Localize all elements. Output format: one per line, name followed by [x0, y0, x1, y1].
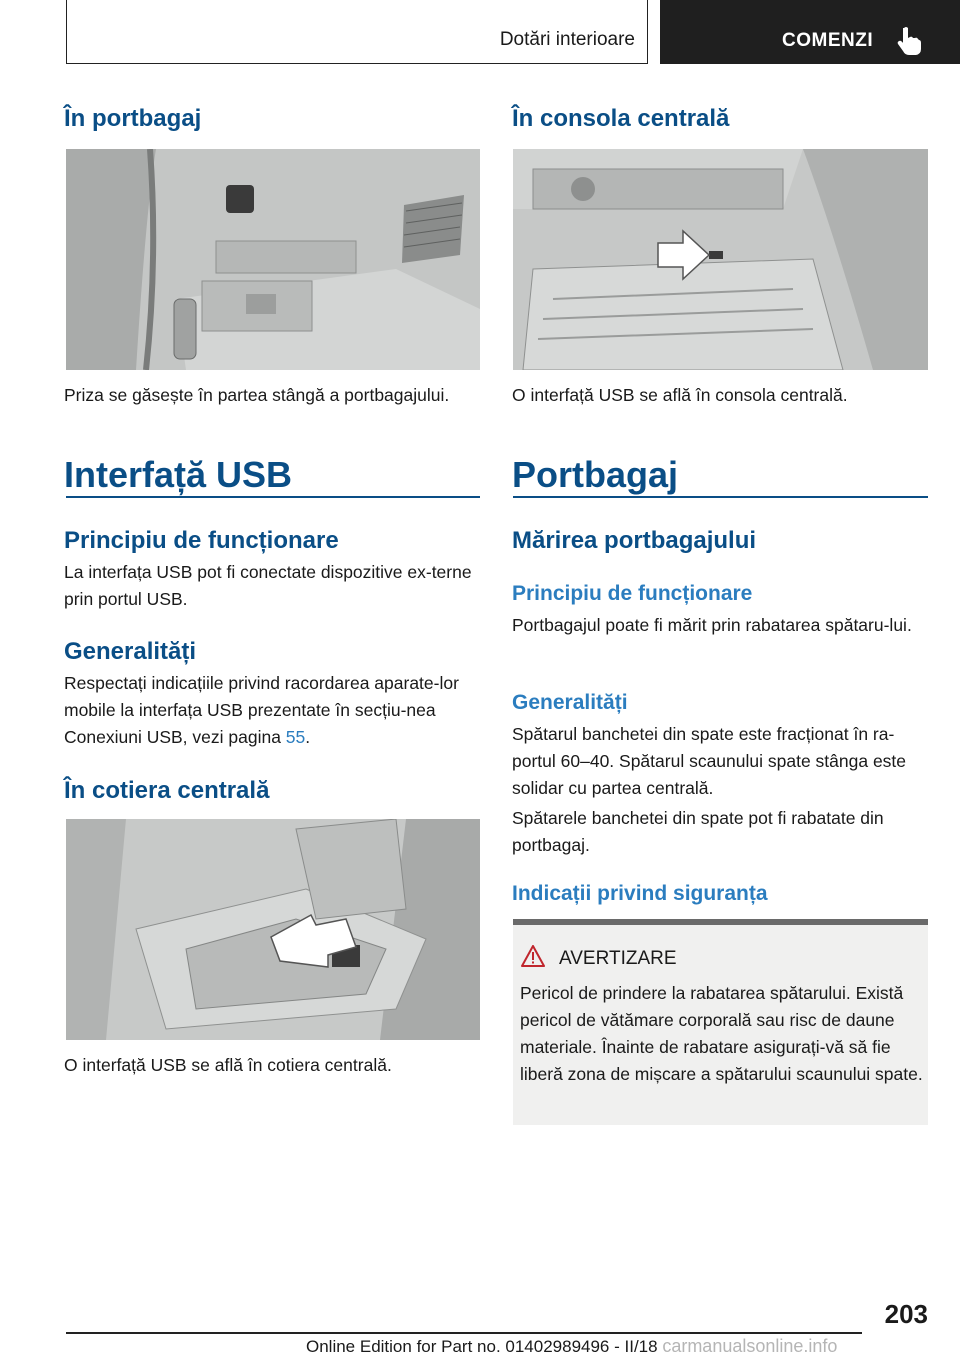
warning-triangle-icon: [521, 945, 545, 967]
principle-text-right: Portbagajul poate fi mărit prin rabatarea spătaru-lui.: [512, 615, 912, 635]
heading-in-console: În consola centrală: [512, 105, 730, 132]
footer-edition: [306, 1336, 837, 1357]
title-usb-interface: Interfață USB: [64, 454, 293, 495]
title-rule: [66, 496, 480, 498]
heading-general-right: Generalități: [512, 691, 628, 714]
heading-in-armrest: În cotiera centrală: [64, 777, 270, 804]
title-rule-right: [513, 496, 928, 498]
heading-general: Generalități: [64, 638, 197, 665]
console-usb-image: [513, 149, 928, 370]
caption-trunk-socket: Priza se găsește în partea stângă a portbagajului.: [64, 385, 450, 405]
header-chapter-title: COMENZI: [782, 30, 874, 51]
header-section-title: Dotări interioare: [499, 29, 635, 50]
caption-console-usb: O interfață USB se află în consola centrală.: [512, 385, 848, 405]
armrest-usb-image: [66, 819, 480, 1040]
principle-text: La interfața USB pot fi conectate dispozitive ex-terne prin portul USB.: [64, 562, 472, 609]
heading-enlarge-trunk: Mărirea portbagajului: [512, 527, 757, 554]
general-text-right-1: Spătarul banchetei din spate este fracționat în ra-portul 60–40. Spătarul scaunului spate stânga este solidar cu partea centrală.: [512, 724, 907, 798]
header-section-box: [66, 0, 648, 64]
heading-principle-right: Principiu de funcționare: [512, 582, 753, 605]
footer-rule: [66, 1332, 862, 1334]
trunk-socket-image: [66, 149, 480, 370]
general-text-right-2: Spătarele banchetei din spate pot fi rabatate din portbagaj.: [512, 808, 884, 855]
page-number: 203: [884, 1299, 928, 1329]
title-trunk: Portbagaj: [512, 454, 679, 495]
warning-box: [513, 919, 928, 1125]
heading-safety: Indicații privind siguranța: [512, 882, 768, 905]
warning-text: Pericol de prindere la rabatarea spătarului. Există pericol de vătămare corporală sau risc de daune materiale. Înainte de rabatare asigurați-vă să fie liberă zona de mișcare a spătarului scaunului spate.: [520, 983, 923, 1084]
heading-principle: Principiu de funcționare: [64, 527, 339, 554]
watermark: carmanualsonline.info: [662, 1336, 838, 1356]
warning-title: AVERTIZARE: [559, 948, 677, 969]
general-text-end: .: [305, 727, 311, 747]
header-chapter-box: [660, 0, 960, 64]
page-link-55[interactable]: 55: [285, 727, 306, 747]
pointing-hand-icon: [896, 26, 922, 56]
edition-text: Online Edition for Part no. 01402989496 - II/18: [306, 1337, 658, 1356]
heading-in-trunk: În portbagaj: [64, 105, 202, 132]
caption-armrest-usb: O interfață USB se află în cotiera centrală.: [64, 1055, 392, 1075]
warning-bar: [513, 919, 928, 925]
general-text: [64, 670, 480, 751]
general-text-body: Respectați indicațiile privind racordarea aparate-lor mobile la interfața USB prezentate în secțiu-nea Conexiuni USB, vezi pagina: [64, 673, 459, 747]
